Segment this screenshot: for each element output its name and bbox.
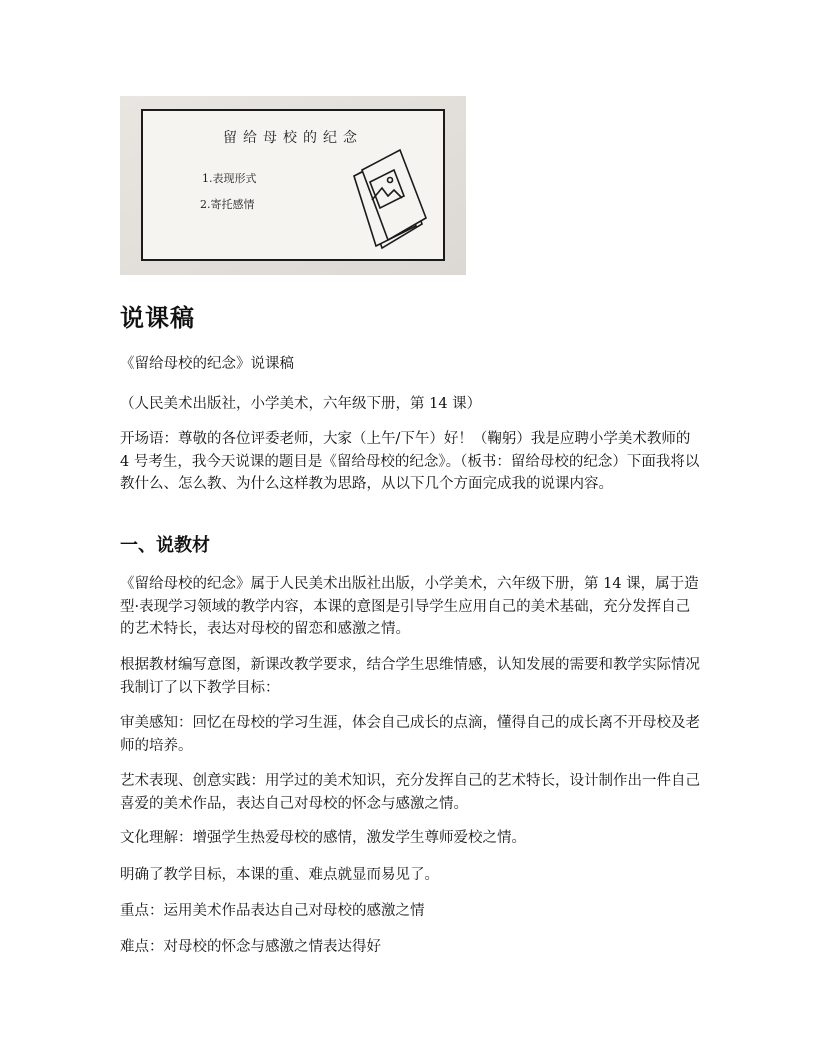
board-item-1: 1.表现形式: [202, 172, 257, 185]
paragraph-2: 根据教材编写意图，新课改教学要求，结合学生思维情感，认知发展的需要和教学实际情况我制订了以下教学目标：: [120, 657, 700, 696]
section-heading-textbook: 一、说教材: [120, 535, 210, 556]
lesson-title-line: 《留给母校的纪念》说课稿: [120, 356, 294, 372]
paragraph-goal-aesthetic: 审美感知：回忆在母校的学习生涯，体会自己成长的点滴，懂得自己的成长离不开母校及老师的培养。: [120, 715, 700, 754]
blackboard-sketch-image: [120, 96, 466, 275]
paragraph-summary: 明确了教学目标，本课的重、难点就显而易见了。: [120, 867, 439, 883]
paragraph-difficult-point: 难点：对母校的怀念与感激之情表达得好: [120, 939, 381, 955]
opening-paragraph: 开场语：尊敬的各位评委老师，大家（上午/下午）好！（鞠躬）我是应聘小学美术教师的 4 号考生，我今天说课的题目是《留给母校的纪念》。（板书：留给母校的纪念）下面我将以教什么、怎么教、为什么这样教为思路，从以下几个方面完成我的说课内容。: [120, 431, 700, 492]
paragraph-goal-art: 艺术表现、创意实践：用学过的美术知识，充分发挥自己的艺术特长，设计制作出一件自己喜爱的美术作品，表达自己对母校的怀念与感激之情。: [120, 773, 700, 812]
paragraph-key-point: 重点：运用美术作品表达自己对母校的感激之情: [120, 903, 425, 919]
page-heading: 说课稿: [120, 304, 195, 332]
paragraph-1: 《留给母校的纪念》属于人民美术出版社出版，小学美术，六年级下册，第 14 课，属于造型·表现学习领域的教学内容，本课的意图是引导学生应用自己的美术基础，充分发挥自己的艺术特长，表达对母校的留恋和感激之情。: [120, 576, 699, 637]
board-title: 留给母校的纪念: [223, 130, 363, 146]
board-item-2: 2.寄托感情: [200, 198, 255, 211]
source-line: （人民美术出版社，小学美术，六年级下册，第 14 课）: [120, 396, 482, 412]
paragraph-goal-culture: 文化理解：增强学生热爱母校的感情，激发学生尊师爱校之情。: [120, 830, 526, 846]
